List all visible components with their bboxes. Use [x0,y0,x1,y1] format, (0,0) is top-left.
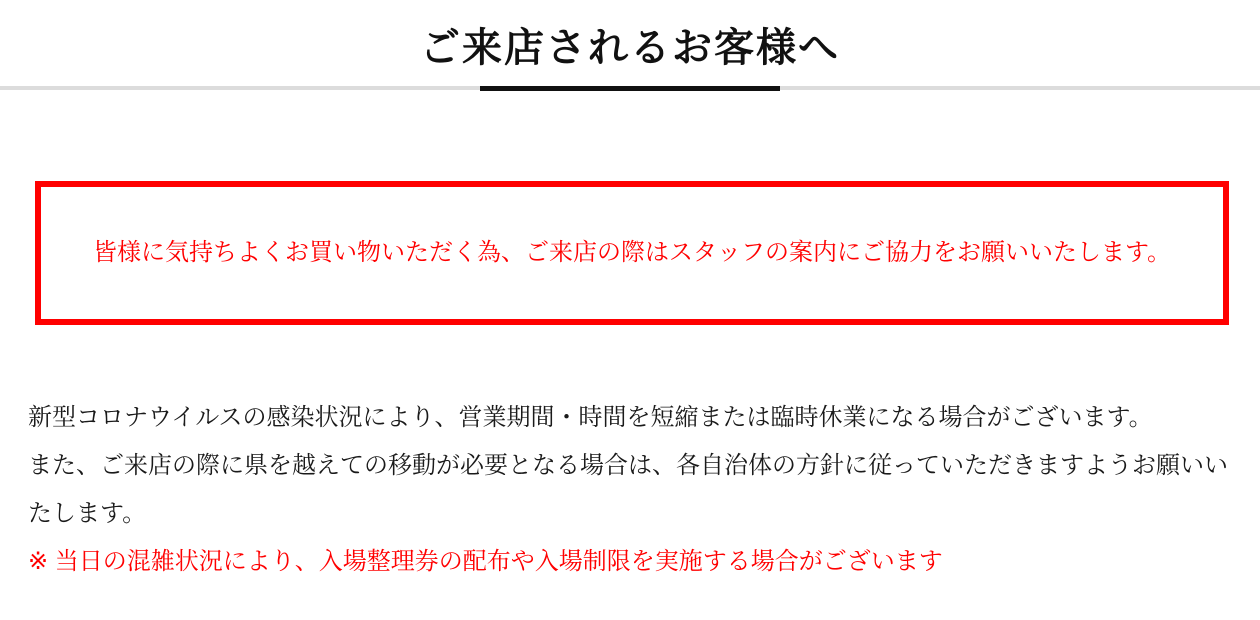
body-line-2: また、ご来店の際に県を越えての移動が必要となる場合は、各自治体の方針に従っていただきますようお願いい [28,452,1228,479]
page-title: ご来店されるお客様へ [420,26,840,70]
notice-text: 皆様に気持ちよくお買い物いただく為、ご来店の際はスタッフの案内にご協力をお願いいたします。 [92,239,1172,267]
notice-box [35,181,1229,325]
body-paragraph [28,394,1238,586]
title-underline [480,86,780,91]
body-line-1: 新型コロナウイルスの感染状況により、営業期間・時間を短縮または臨時休業になる場合がございます。 [28,404,1153,431]
body-line-3: たします。 [28,500,147,527]
note-text: ※ 当日の混雑状況により、入場整理券の配布や入場制限を実施する場合がございます [28,548,943,575]
